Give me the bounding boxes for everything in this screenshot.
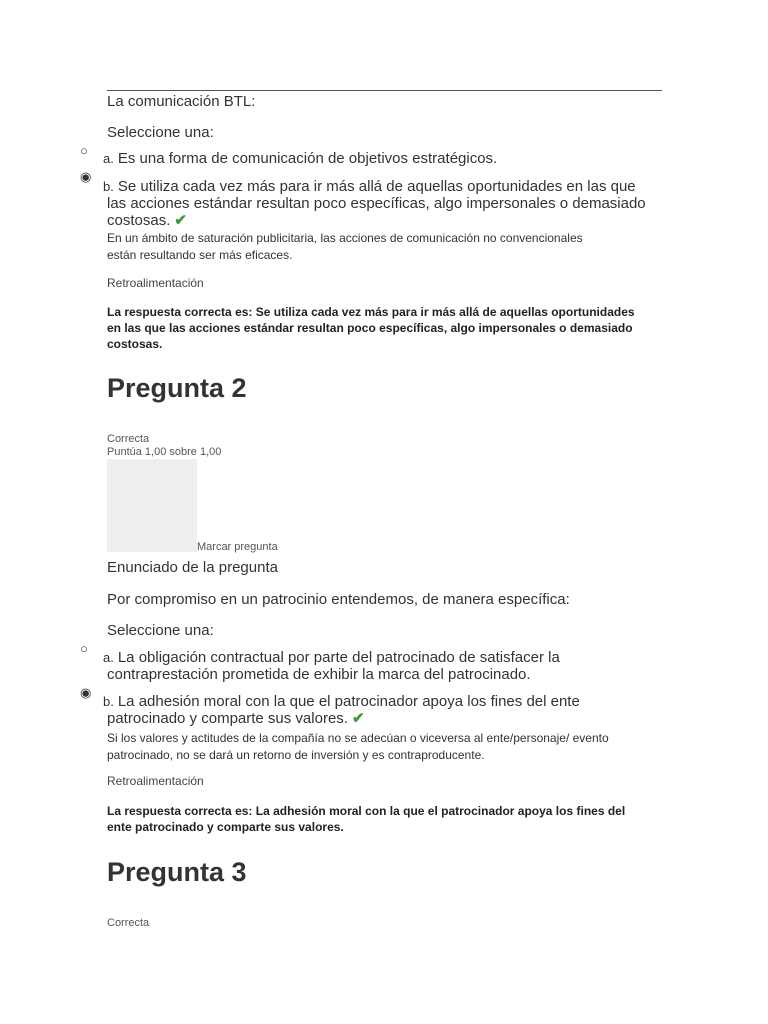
q1-option-b-radio[interactable]: ◉ <box>80 169 92 184</box>
q2-select-label: Seleccione una: <box>107 622 214 639</box>
correct-check-icon: ✔ <box>351 710 365 727</box>
q2-explanation-line1: Si los valores y actitudes de la compañía no se adecúan o viceversa al ente/personaje/ evento <box>107 731 609 745</box>
correct-check-icon: ✔ <box>174 212 187 229</box>
q2-option-b-radio[interactable]: ◉ <box>80 685 92 700</box>
q2-heading: Pregunta 2 <box>107 373 247 403</box>
q3-heading: Pregunta 3 <box>107 857 247 887</box>
q3-status: Correcta <box>107 917 150 929</box>
q2-option-b[interactable] <box>103 693 663 727</box>
q2-explanation-line2: patrocinado, no se dará un retorno de inversión y es contraproducente. <box>107 748 485 762</box>
q1-answer-line1: La respuesta correcta es: Se utiliza cada vez más para ir más allá de aquellas oportunidades <box>107 305 635 319</box>
q2-option-b-text-line2: patrocinado y comparte sus valores. <box>107 710 348 727</box>
q2-option-a[interactable] <box>103 649 663 683</box>
q1-answer-line2: en las que las acciones estándar resultan poco específicas, algo impersonales o demasiado <box>107 321 633 335</box>
q2-explanation <box>107 730 667 764</box>
q2-statement-label: Enunciado de la pregunta <box>107 559 278 576</box>
q1-answer-line3: costosas. <box>107 337 163 351</box>
q2-answer-line2: ente patrocinado y comparte sus valores. <box>107 820 344 834</box>
flag-question-label[interactable]: Marcar pregunta <box>197 541 278 553</box>
q2-stem: Por compromiso en un patrocinio entendemos, de manera específica: <box>107 591 570 608</box>
q2-option-a-text-line1: La obligación contractual por parte del patrocinado de satisfacer la <box>117 649 560 666</box>
q2-option-b-letter: b. <box>103 694 114 709</box>
q1-option-a-letter: a. <box>103 151 114 166</box>
q1-option-b-letter: b. <box>103 179 114 194</box>
flag-question-box[interactable] <box>107 459 197 552</box>
q1-option-b-text-line2: las acciones estándar resultan poco específicas, algo impersonales o demasiado <box>107 195 646 212</box>
q1-option-a[interactable] <box>103 150 663 167</box>
q2-correct-answer <box>107 803 667 835</box>
q1-explanation-line1: En un ámbito de saturación publicitaria, las acciones de comunicación no convencionales <box>107 231 583 245</box>
q2-status: Correcta <box>107 433 150 445</box>
q1-option-a-radio[interactable]: ○ <box>80 143 88 158</box>
q1-explanation <box>107 230 667 264</box>
q2-feedback-label: Retroalimentación <box>107 774 204 788</box>
q2-option-b-text-line1: La adhesión moral con la que el patrocinador apoya los fines del ente <box>117 693 580 710</box>
q1-select-label: Seleccione una: <box>107 124 214 141</box>
q2-answer-line1: La respuesta correcta es: La adhesión moral con la que el patrocinador apoya los fines del <box>107 804 626 818</box>
q2-option-a-letter: a. <box>103 650 114 665</box>
q2-option-a-radio[interactable]: ○ <box>80 641 88 656</box>
top-divider <box>107 90 662 91</box>
q2-option-a-text-line2: contraprestación prometida de exhibir la marca del patrocinado. <box>107 666 531 683</box>
q1-option-b-text-line1: Se utiliza cada vez más para ir más allá de aquellas oportunidades en las que <box>117 178 636 195</box>
q1-feedback-label: Retroalimentación <box>107 276 204 290</box>
q1-explanation-line2: están resultando ser más eficaces. <box>107 248 293 262</box>
q1-correct-answer <box>107 304 667 352</box>
q1-option-a-text: Es una forma de comunicación de objetivos estratégicos. <box>117 150 498 167</box>
q2-score: Puntúa 1,00 sobre 1,00 <box>107 446 222 458</box>
q1-option-b[interactable] <box>103 178 663 229</box>
q1-option-b-text-line3: costosas. <box>107 212 171 229</box>
q1-stem: La comunicación BTL: <box>107 93 256 110</box>
